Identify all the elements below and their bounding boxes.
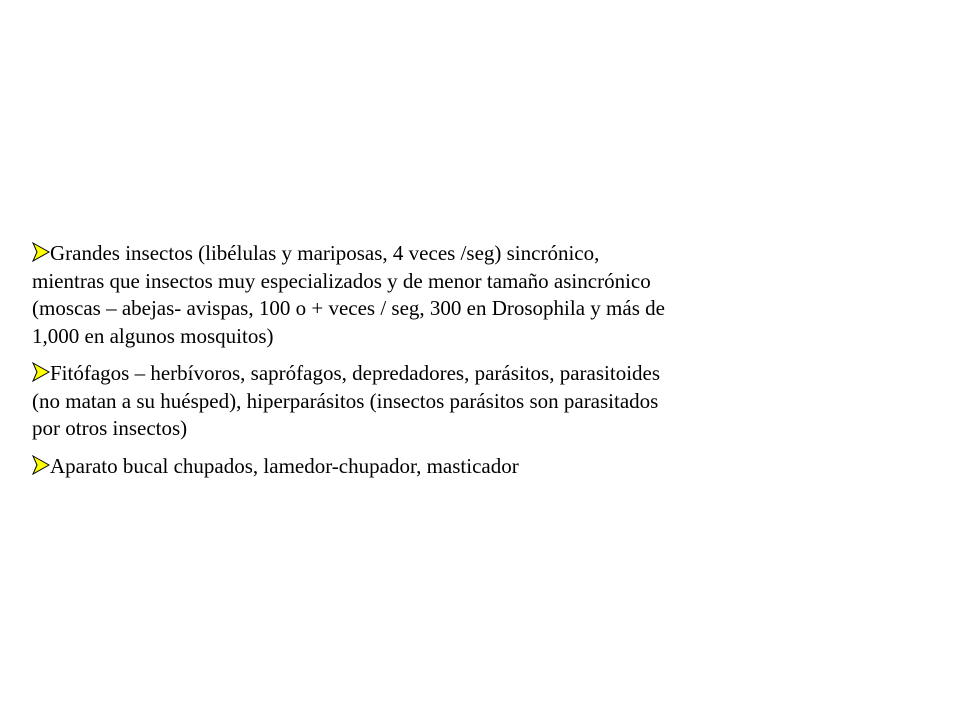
- arrowhead-bullet-icon: [32, 242, 50, 262]
- bullet-list: [32, 240, 672, 480]
- bullet-item: [32, 453, 672, 481]
- arrowhead-bullet-icon: [32, 455, 50, 475]
- bullet-item: [32, 360, 672, 443]
- bullet-text: Grandes insectos (libélulas y mariposas, 4 veces /seg) sincrónico, mientras que insectos muy especializados y de menor tamaño asincrónico (moscas – abejas- avispas, 100 o + veces / seg, 300 en Drosophila y más de 1,000 en algunos mosquitos): [32, 241, 665, 348]
- arrowhead-bullet-icon: [32, 362, 50, 382]
- bullet-text: Fitófagos – herbívoros, saprófagos, depredadores, parásitos, parasitoides (no matan a su huésped), hiperparásitos (insectos parásitos son parasitados por otros insectos): [32, 361, 661, 440]
- bullet-text: Aparato bucal chupados, lamedor-chupador, masticador: [50, 453, 519, 478]
- bullet-item: [32, 240, 672, 350]
